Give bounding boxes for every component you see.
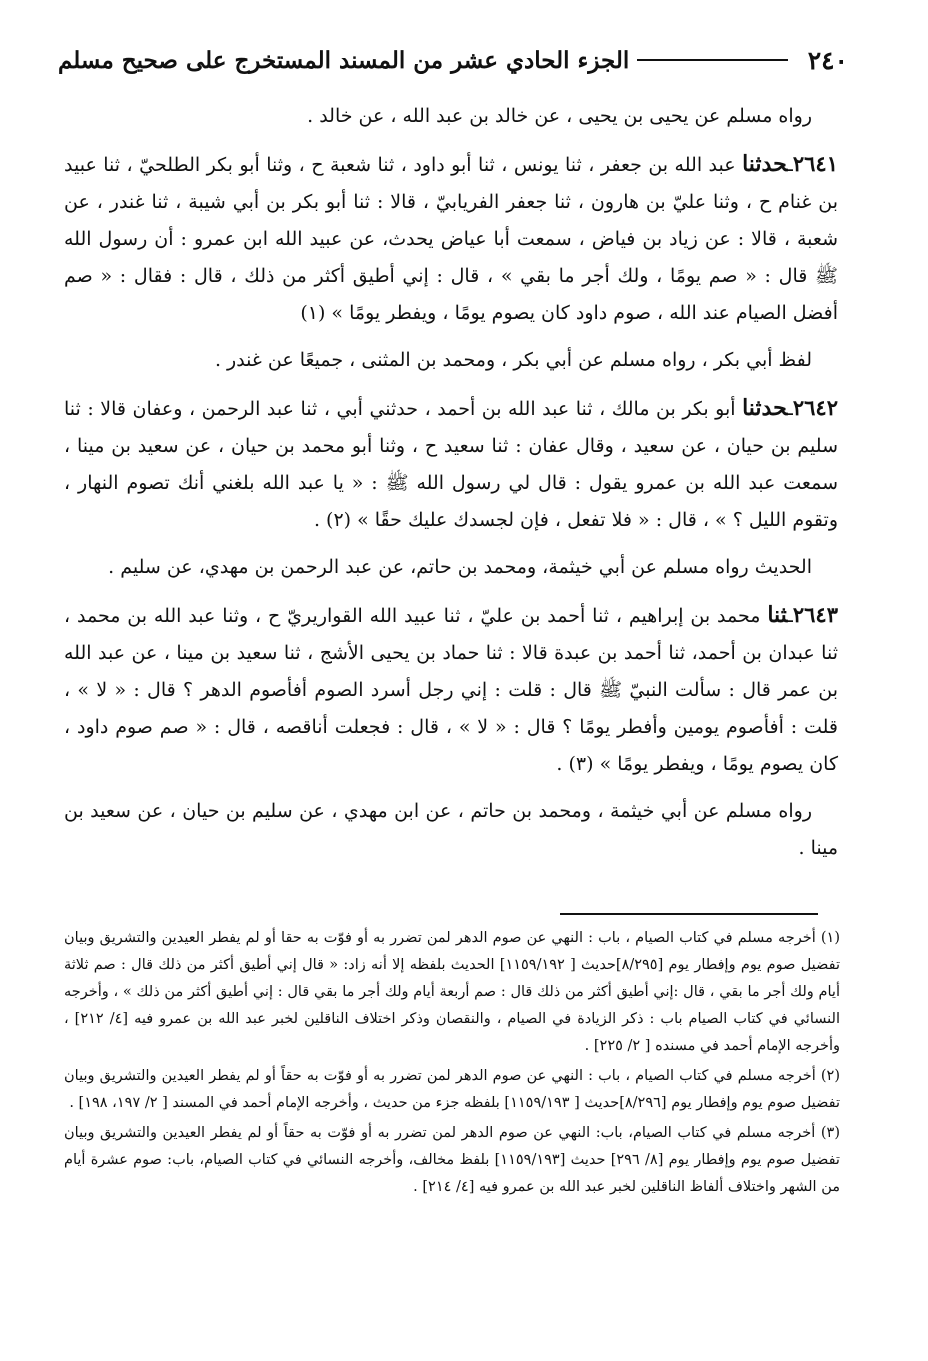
footnote-3: (٣) أخرجه مسلم في كتاب الصيام، باب: النهي عن صوم الدهر لمن تضرر به أو فوّت به حقاً أو لم يفطر العيدين والتشريق وبيان تفضيل صوم يوم وإفطار يوم [٨/ ٢٩٦] حديث [١١٥٩/١٩٣] بلفظ مخالف، وأخرجه النسائي في كتاب الصيام، باب: صوم عشرة أيام من الشهر واختلاف ألفاظ الناقلين لخبر عبد الله بن عمرو فيه [٤/ ٢١٤] . [64,1125,840,1195]
paragraph-7 [64,793,838,867]
hadith-number: ٢٦٤١ [792,151,838,176]
paragraph-3 [64,342,838,379]
hadith-number: ٢٦٤٣ [792,602,838,627]
paragraph-5 [64,549,838,586]
hadith-2643: ٢٦٤٣ـثنا محمد بن إبراهيم ، ثنا أحمد بن عليّ ، ثنا عبيد الله القواريريّ ح ، وثنا عبد الله بن محمد ، ثنا عبدان بن أحمد، ثنا أحمد بن عبدة قالا : ثنا حماد بن يحيى الأشج ، ثنا سعيد بن مينا ، عن عبد الله بن عمر قال : سألت النبيّ ﷺ قال : قلت : إني رجل أسرد الصوم أفأصوم الدهر ؟ قال : « لا » ، قلت : أفأصوم يومين وأفطر يومًا ؟ قال : « لا » ، قال : فجعلت أناقصه ، قال : « صم صوم داود ، كان يصوم يومًا ، ويفطر يومًا » (٣) . [64,602,838,775]
paragraph-1 [64,98,838,135]
hadith-text: محمد بن إبراهيم ، ثنا أحمد بن عليّ ، ثنا عبيد الله القواريريّ ح ، وثنا عبد الله بن محمد ، ثنا عبدان بن أحمد، ثنا أحمد بن عبدة قالا : ثنا حماد بن يحيى الأشج ، ثنا سعيد بن مينا ، عن عبد الله بن عمر قال : سألت النبيّ ﷺ قال : قلت : إني رجل أسرد الصوم أفأصوم الدهر ؟ قال : « لا » ، قلت : أفأصوم يومين وأفطر يومًا ؟ قال : « لا » ، قال : فجعلت أناقصه ، قال : « صم صوم داود ، كان يصوم يومًا ، ويفطر يومًا » (٣) . [64,605,838,775]
narration-word: ثنا [767,602,788,628]
page-header [58,36,848,84]
page-number: ٢٤٠ [807,45,848,75]
hadith-text: أبو بكر بن مالك ، ثنا عبد الله بن أحمد ، حدثني أبي ، ثنا عبد الرحمن ، وعفان قالا : ثنا سليم بن حيان ، عن سعيد ، وقال عفان : ثنا سعيد ح ، وثنا أبو محمد بن حيان ، عن سعيد بن مينا ، سمعت عبد الله بن عمرو يقول : قال لي رسول الله ﷺ : « يا عبد الله بلغني أنك تصوم النهار ، وتقوم الليل ؟ » ، قال : « فلا تفعل ، فإن لجسدك عليك حقًا » (٢) . [64,398,838,531]
paragraph-text: الحديث رواه مسلم عن أبي خيثمة، ومحمد بن حاتم، عن عبد الرحمن بن مهدي، عن سليم . [108,556,812,578]
paragraph-text: رواه مسلم عن يحيى بن يحيى ، عن خالد بن عبد الله ، عن خالد . [307,105,812,127]
narration-word: حدثنا [742,151,788,177]
main-text [64,98,838,877]
header-rule [637,59,787,61]
footnotes [64,925,840,1204]
hadith-number: ٢٦٤٢ [792,395,838,420]
narration-word: حدثنا [742,395,788,421]
footnote-2: (٢) أخرجه مسلم في كتاب الصيام ، باب : النهي عن صوم الدهر لمن تضرر به أو فوّت به حقاً أو لم يفطر العيدين والتشريق وبيان تفضيل صوم يوم وإفطار يوم [٨/٢٩٦]حديث [ ١١٥٩/١٩٣] بلفظه جزء من حديث ، وأخرجه الإمام أحمد في المسند [ ٢/ ١٩٧، ١٩٨] . [64,1068,840,1111]
hadith-2641: ٢٦٤١ـحدثنا عبد الله بن جعفر ، ثنا يونس ، ثنا أبو داود ، ثنا شعبة ح ، وثنا أبو بكر الطلحيّ ، ثنا عبيد بن غنام ح ، وثنا عليّ بن هارون ، ثنا جعفر الفريابيّ ، قالا : ثنا أبو بكر بن أبي شيبة ، ثنا غندر ، عن شعبة ، قالا : عن زياد بن فياض ، سمعت أبا عياض يحدث، عن عبيد الله ابن عمرو : أن رسول الله ﷺ قال : « صم يومًا ، ولك أجر ما بقي » ، قال : إني أطيق أكثر من ذلك ، قال : فقال : « صم أفضل الصيام عند الله ، صوم داود كان يصوم يومًا ، ويفطر يومًا » (١) [64,151,838,324]
footnote-1: (١) أخرجه مسلم في كتاب الصيام ، باب : النهي عن صوم الدهر لمن تضرر به أو فوّت به حقا أو لم يفطر العيدين والتشريق وبيان تفضيل صوم يوم وإفطار يوم [٨/٢٩٥]حديث [ ١١٥٩/١٩٢] الحديث بلفظه إلا أنه زاد: « قال إني أطيق أكثر من ذلك قال : صم ثلاثة أيام ولك أجر ما بقي ، قال :إني أطيق أكثر من ذلك قال : صم أربعة أيام ولك أجر ما بقي قال : إني أطيق أكثر من ذلك » ، وأخرجه النسائي في كتاب الصيام باب : ذكر الزيادة في الصيام ، والنقصان وذكر اختلاف الناقلين لخبر عبد الله بن عمرو فيه [٤/ ٢١٢] ، وأخرجه الإمام أحمد في مسنده [ ٢/ ٢٢٥] . [64,930,840,1054]
footnote-separator [560,913,818,915]
hadith-text: عبد الله بن جعفر ، ثنا يونس ، ثنا أبو داود ، ثنا شعبة ح ، وثنا أبو بكر الطلحيّ ، ثنا عبيد بن غنام ح ، وثنا عليّ بن هارون ، ثنا جعفر الفريابيّ ، قالا : ثنا أبو بكر بن أبي شيبة ، ثنا غندر ، عن شعبة ، قالا : عن زياد بن فياض ، سمعت أبا عياض يحدث، عن عبيد الله ابن عمرو : أن رسول الله ﷺ قال : « صم يومًا ، ولك أجر ما بقي » ، قال : إني أطيق أكثر من ذلك ، قال : فقال : « صم أفضل الصيام عند الله ، صوم داود كان يصوم يومًا ، ويفطر يومًا » (١) [64,154,838,324]
running-title: الجزء الحادي عشر من المسند المستخرج على صحيح مسلم [58,46,630,74]
paragraph-text: لفظ أبي بكر ، رواه مسلم عن أبي بكر ، ومحمد بن المثنى ، جميعًا عن غندر . [214,349,812,371]
hadith-2642: ٢٦٤٢ـحدثنا أبو بكر بن مالك ، ثنا عبد الله بن أحمد ، حدثني أبي ، ثنا عبد الرحمن ، وعفان قالا : ثنا سليم بن حيان ، عن سعيد ، وقال عفان : ثنا سعيد ح ، وثنا أبو محمد بن حيان ، عن سعيد بن مينا ، سمعت عبد الله بن عمرو يقول : قال لي رسول الله ﷺ : « يا عبد الله بلغني أنك تصوم النهار ، وتقوم الليل ؟ » ، قال : « فلا تفعل ، فإن لجسدك عليك حقًا » (٢) . [64,395,838,531]
paragraph-text: رواه مسلم عن أبي خيثمة ، ومحمد بن حاتم ، عن ابن مهدي ، عن سليم بن حيان ، عن سعيد بن مينا . [64,800,838,859]
